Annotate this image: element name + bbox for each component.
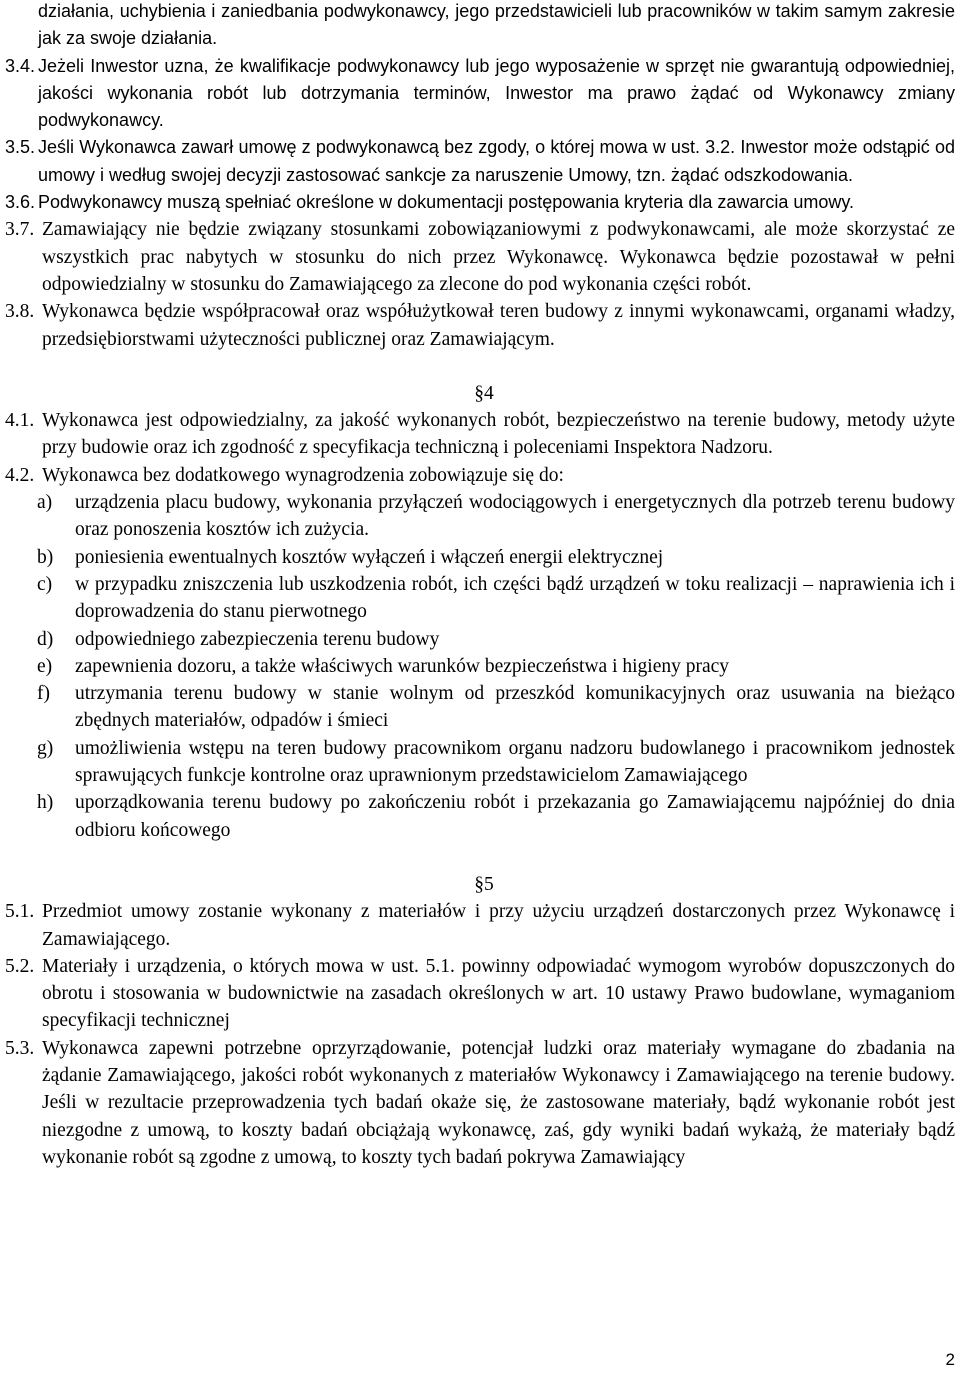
list-item-label: a) — [37, 492, 53, 514]
paragraph-number: 3.5. — [5, 137, 36, 158]
paragraph-number: 3.6. — [5, 192, 36, 213]
list-item — [5, 680, 955, 735]
list-item-label: f) — [37, 683, 50, 705]
paragraph-number: 3.8. — [5, 301, 35, 323]
list-item-text: utrzymania terenu budowy w stanie wolnym od przeszkód komunikacyjnych oraz usuwania na bieżąco zbędnych materiałów, odpadów i śmieci — [75, 683, 955, 732]
section-sign-icon: § — [474, 382, 484, 404]
paragraph-4-1 — [5, 407, 955, 462]
paragraph-number: 5.1. — [5, 901, 35, 923]
section-number: 4 — [484, 382, 494, 404]
paragraph-number: 4.2. — [5, 464, 35, 486]
list-item-text: w przypadku zniszczenia lub uszkodzenia robót, ich części bądź urządzeń w toku realizacji – naprawienia ich i doprowadzenia do stanu pierwotnego — [75, 573, 955, 623]
list-item — [5, 571, 955, 626]
paragraph-text: Wykonawca będzie współpracował oraz współużytkował teren budowy z innymi wykonawcami, organami władzy, przedsiębiorstwami użyteczności publicznej oraz Zamawiającym. — [42, 301, 955, 350]
section-number: 5 — [484, 873, 494, 895]
paragraph-5-3 — [5, 1035, 955, 1171]
list-item-text: umożliwienia wstępu na teren budowy pracownikom organu nadzoru budowlanego i pracownikom jednostek sprawujących funkcje kontrolne oraz uprawnionym przedstawicielom Zamawiającego — [75, 737, 955, 787]
paragraph-number: 4.1. — [5, 410, 35, 432]
paragraph-3-5 — [5, 134, 955, 189]
list-item-text: odpowiedniego zabezpieczenia terenu budowy — [75, 628, 440, 650]
paragraph-3-7 — [5, 216, 955, 298]
paragraph-text: Jeżeli Inwestor uzna, że kwalifikacje podwykonawcy lub jego wyposażenie w sprzęt nie gwarantują odpowiedniej, jakości wykonania robót lub dotrzymania terminów, Inwestor ma prawo żądać od Wykonawcy zmiany podwykonawcy. — [38, 55, 955, 131]
paragraph-number: 3.7. — [5, 219, 35, 241]
paragraph-text: Materiały i urządzenia, o których mowa w ust. 5.1. powinny odpowiadać wymogom wyrobów dopuszczonych do obrotu i stosowania w budownictwie na zasadach określonych w art. 10 ustawy Prawo budowlane, wymaganiom specyfikacji technicznej — [42, 955, 955, 1032]
paragraph-3-4 — [5, 53, 955, 135]
paragraph-3-6 — [5, 189, 955, 216]
list-item-label: e) — [37, 655, 53, 677]
paragraph-text: Zamawiający nie będzie związany stosunkami zobowiązaniowymi z podwykonawcami, ale może skorzystać ze wszystkich prac nabytych w stosunku do nich przez Wykonawcę. Wykonawca będzie pozostawał w pełni odpowiedzialny w stosunku do Zamawiającego za zlecone do pod wykonania części robót. — [42, 219, 955, 295]
list-item — [5, 544, 955, 571]
page-number: 2 — [945, 1349, 955, 1369]
paragraph-number: 5.3. — [5, 1037, 35, 1059]
section-heading-5 — [5, 871, 955, 898]
list-item-label: h) — [37, 792, 54, 814]
continued-paragraph: działania, uchybienia i zaniedbania podwykonawcy, jego przedstawicieli lub pracowników w takim samym zakresie jak za swoje działania. — [38, 1, 955, 49]
list-item — [5, 489, 955, 544]
list-item-label: d) — [37, 628, 54, 650]
paragraph-4-2 — [5, 462, 955, 489]
paragraph-5-1 — [5, 898, 955, 953]
paragraph-text: Podwykonawcy muszą spełniać określone w dokumentacji postępowania kryteria dla zawarcia umowy. — [38, 192, 855, 213]
section-heading-4 — [5, 380, 955, 407]
list-item-text: poniesienia ewentualnych kosztów wyłączeń i włączeń energii elektrycznej — [75, 546, 664, 568]
list-item-text: urządzenia placu budowy, wykonania przyłączeń wodociągowych i energetycznych dla potrzeb terenu budowy oraz ponoszenia kosztów ich zużycia. — [75, 492, 955, 541]
list-item-label: c) — [37, 573, 53, 595]
list-item — [5, 653, 955, 680]
list-item — [5, 626, 955, 653]
paragraph-text: Wykonawca bez dodatkowego wynagrodzenia zobowiązuje się do: — [42, 464, 564, 486]
list-item-label: g) — [37, 737, 54, 759]
paragraph-3-8 — [5, 298, 955, 353]
paragraph-5-2 — [5, 953, 955, 1035]
list-item — [5, 735, 955, 790]
paragraph-text: Wykonawca jest odpowiedzialny, za jakość wykonanych robót, bezpieczeństwo na terenie budowy, metody użyte przy budowie oraz ich zgodność z specyfikacja techniczną i poleceniami Inspektora Nadzoru. — [42, 410, 955, 459]
section-sign-icon: § — [474, 873, 484, 895]
paragraph-number: 3.4. — [5, 55, 36, 76]
list-item-text: zapewnienia dozoru, a także właściwych warunków bezpieczeństwa i higieny pracy — [75, 655, 730, 677]
list-item-text: uporządkowania terenu budowy po zakończeniu robót i przekazania go Zamawiającemu najpóźniej do dnia odbioru końcowego — [75, 792, 955, 841]
list-item-label: b) — [37, 546, 54, 568]
list-item — [5, 789, 955, 844]
paragraph-text: Wykonawca zapewni potrzebne oprzyrządowanie, potencjał ludzki oraz materiały wymagane do zbadania na żądanie Zamawiającego, jakości robót wykonanych z materiałów Wykonawcy i Zamawiającego na terenie budowy. Jeśli w rezultacie przeprowadzenia tych badań okaże się, że zastosowane materiały, bądź wykonanie robót jest niezgodne z umową, to koszty badań obciążają wykonawcę, zaś, gdy wyniki badań wykażą, że materiały bądź wykonanie robót są zgodne z umową, to koszty tych badań pokrywa Zamawiający — [42, 1037, 955, 1168]
paragraph-text: Przedmiot umowy zostanie wykonany z materiałów i przy użyciu urządzeń dostarczonych przez Wykonawcę i Zamawiającego. — [42, 901, 955, 950]
paragraph-text: Jeśli Wykonawca zawarł umowę z podwykonawcą bez zgody, o której mowa w ust. 3.2. Inwestor może odstąpić od umowy i według swojej decyzji zastosować sankcje za naruszenie Umowy, tzn. żądać odszkodowania. — [38, 137, 955, 185]
paragraph-number: 5.2. — [5, 955, 35, 977]
